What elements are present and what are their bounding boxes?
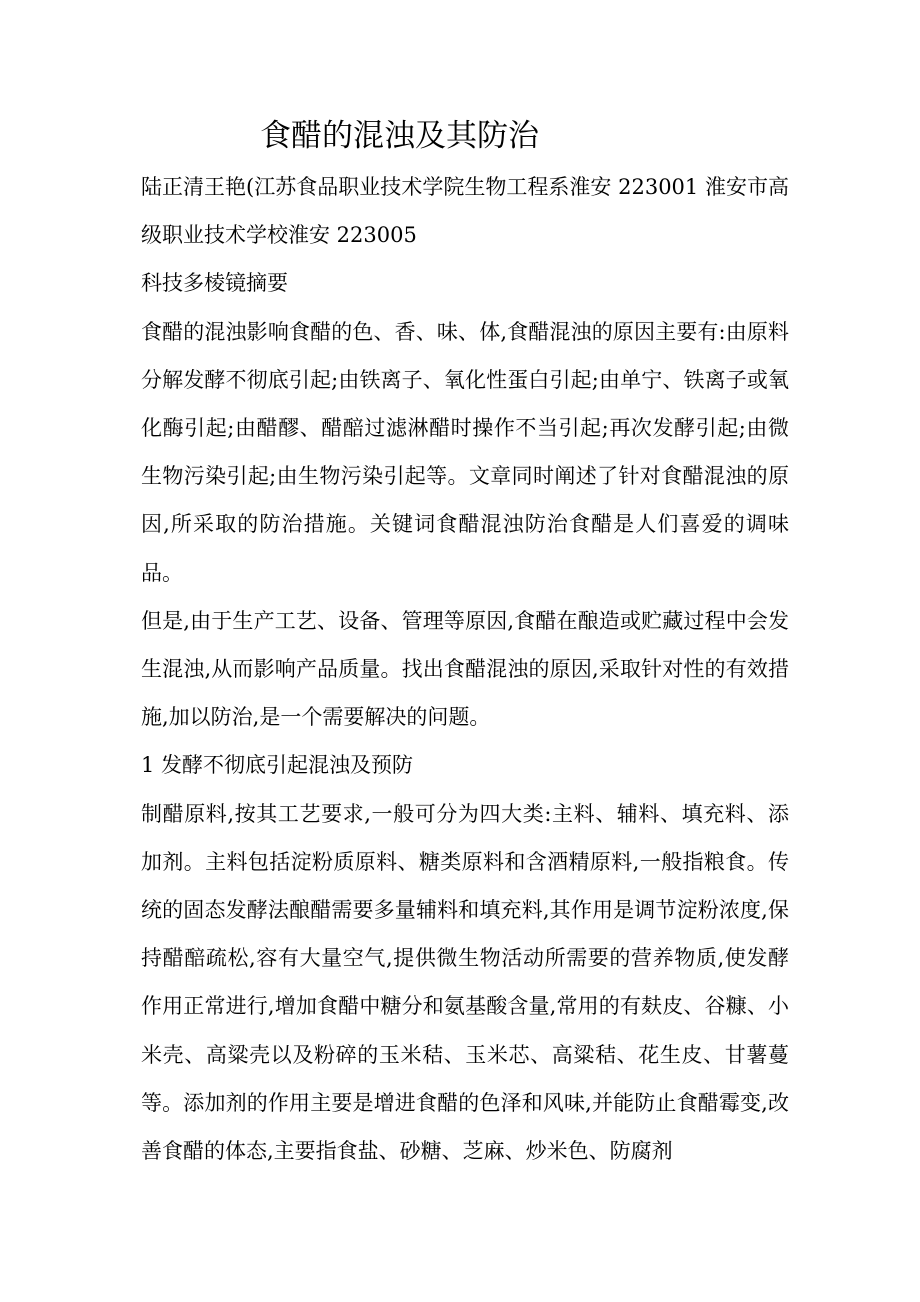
section-heading: 1 发酵不彻底引起混浊及预防	[141, 753, 414, 778]
author-line: 陆正清王艳(江苏食品职业技术学院生物工程系淮安 223001 淮安市高级职业技术学校淮安 223005	[141, 175, 789, 248]
document-title: 食醋的混浊及其防治	[260, 118, 539, 154]
source-line: 科技多棱镜摘要	[141, 271, 288, 296]
abstract-paragraph: 食醋的混浊影响食醋的色、香、味、体,食醋混浊的原因主要有:由原料分解发酵不彻底引起;由铁离子、氧化性蛋白引起;由单宁、铁离子或氧化酶引起;由醋醪、醋醅过滤淋醋时操作不当引起;再次发酵引起;由微生物污染引起;由生物污染引起等。文章同时阐述了针对食醋混浊的原因,所采取的防治措施。关键词食醋混浊防治食醋是人们喜爱的调味品。	[141, 319, 789, 585]
section-paragraph: 制醋原料,按其工艺要求,一般可分为四大类:主料、辅料、填充料、添加剂。主料包括淀粉质原料、糖类原料和含酒精原料,一般指粮食。传统的固态发酵法酿醋需要多量辅料和填充料,其作用是调节淀粉浓度,保持醋醅疏松,容有大量空气,提供微生物活动所需要的营养物质,使发酵作用正常进行,增加食醋中糖分和氨基酸含量,常用的有麸皮、谷糠、小米壳、高粱壳以及粉碎的玉米秸、玉米芯、高粱秸、花生皮、甘薯蔓等。添加剂的作用主要是增进食醋的色泽和风味,并能防止食醋霉变,改善食醋的体态,主要指食盐、砂糖、芝麻、炒米色、防腐剂	[141, 801, 789, 1164]
document-body	[141, 163, 789, 1175]
intro-paragraph: 但是,由于生产工艺、设备、管理等原因,食醋在酿造或贮藏过程中会发生混浊,从而影响产品质量。找出食醋混浊的原因,采取针对性的有效措施,加以防治,是一个需要解决的问题。	[141, 608, 789, 730]
